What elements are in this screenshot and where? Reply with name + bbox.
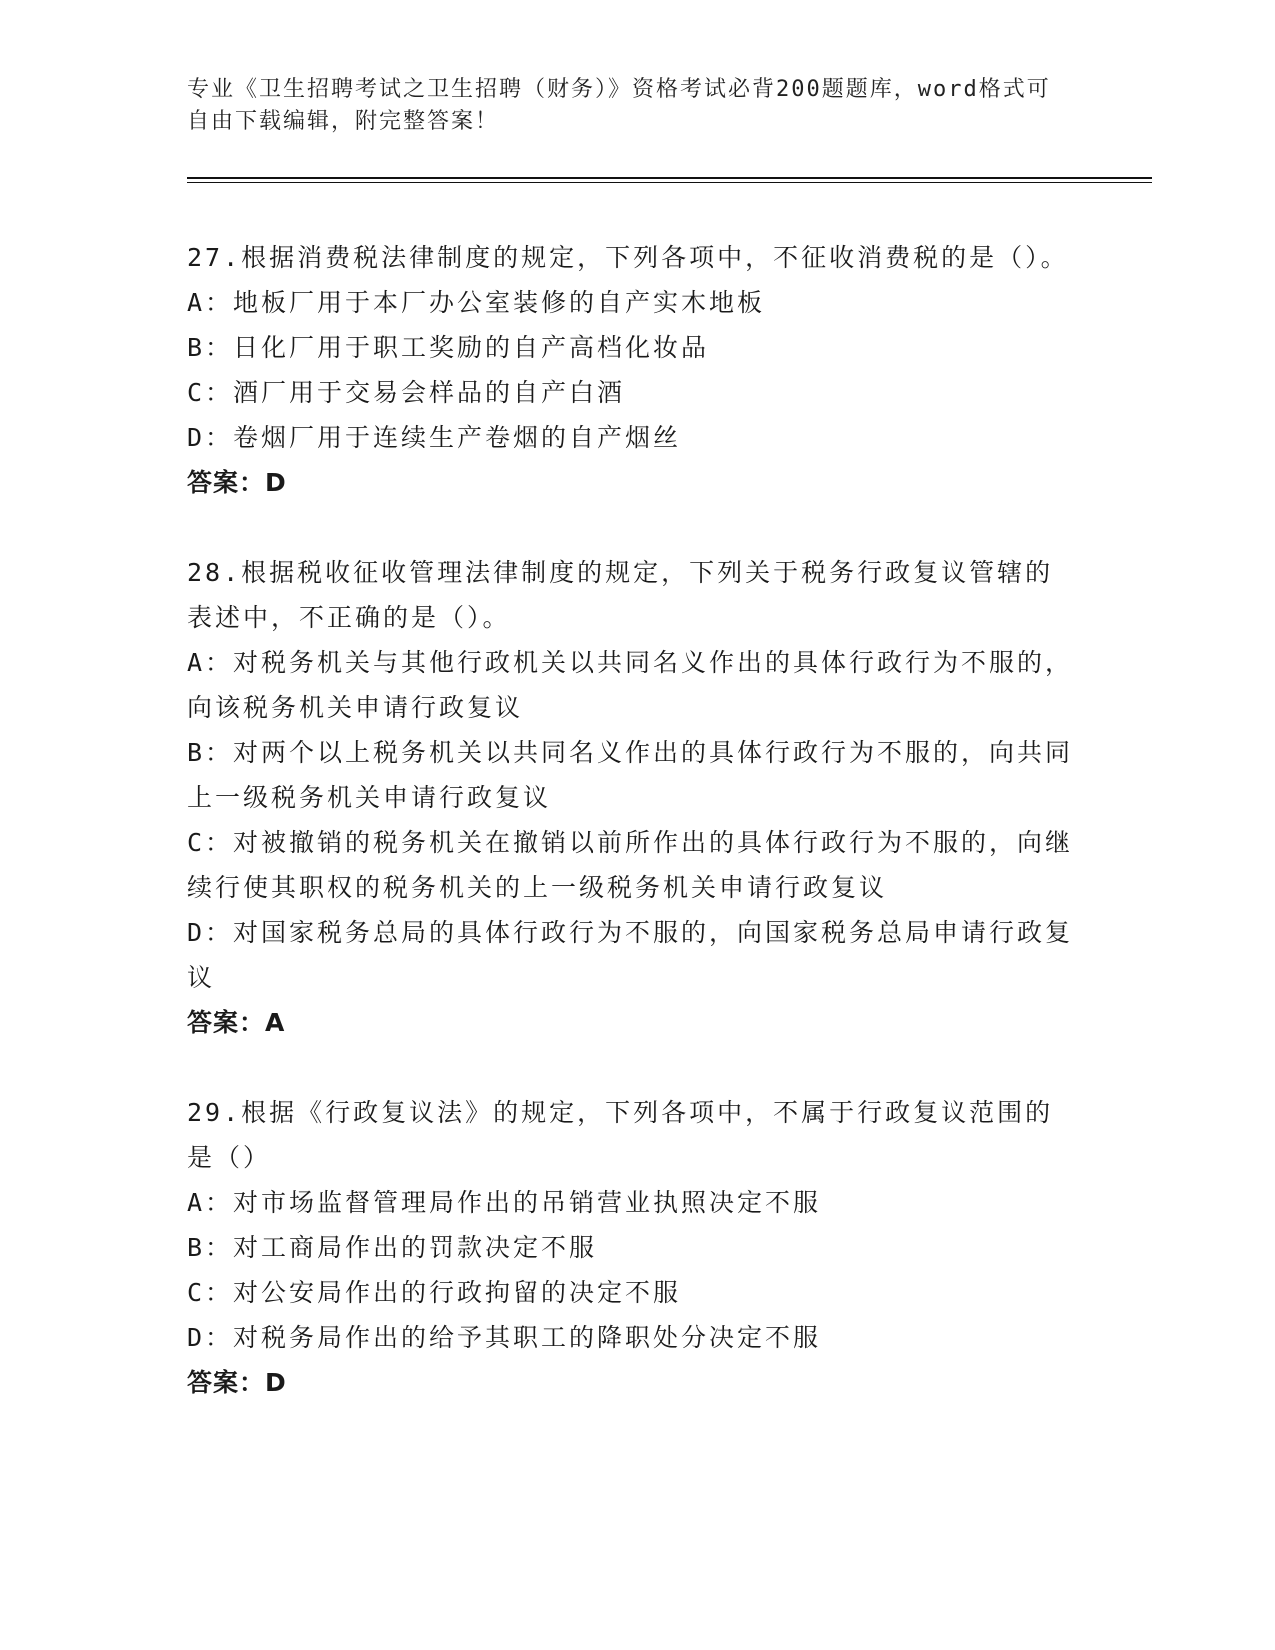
question-29: [187, 1090, 1077, 1405]
question-27: [187, 235, 1077, 505]
question-stem: 28.根据税收征收管理法律制度的规定，下列关于税务行政复议管辖的表述中，不正确的是（）。: [187, 558, 1054, 632]
answer-label: 答案：D: [187, 468, 287, 497]
header-text: 专业《卫生招聘考试之卫生招聘（财务）》资格考试必背200题题库，word格式可自由下载编辑，附完整答案！: [187, 77, 1051, 134]
option-d: D：对税务局作出的给予其职工的降职处分决定不服: [187, 1323, 822, 1352]
header-divider-thick: [187, 177, 1152, 179]
question-list: [187, 235, 1077, 1450]
header-divider-thin: [187, 182, 1152, 183]
option-a: A：地板厂用于本厂办公室装修的自产实木地板: [187, 288, 766, 317]
option-c: C：对公安局作出的行政拘留的决定不服: [187, 1278, 682, 1307]
answer-label: 答案：A: [187, 1008, 286, 1037]
option-a: A：对市场监督管理局作出的吊销营业执照决定不服: [187, 1188, 822, 1217]
option-d: D：对国家税务总局的具体行政行为不服的，向国家税务总局申请行政复议: [187, 918, 1074, 992]
option-c: C：对被撤销的税务机关在撤销以前所作出的具体行政行为不服的，向继续行使其职权的税务机关的上一级税务机关申请行政复议: [187, 828, 1074, 902]
question-stem: 27.根据消费税法律制度的规定，下列各项中，不征收消费税的是（）。: [187, 243, 1069, 272]
option-d: D：卷烟厂用于连续生产卷烟的自产烟丝: [187, 423, 682, 452]
option-a: A：对税务机关与其他行政机关以共同名义作出的具体行政行为不服的，向该税务机关申请行政复议: [187, 648, 1074, 722]
option-b: B：对工商局作出的罚款决定不服: [187, 1233, 598, 1262]
question-28: [187, 550, 1077, 1045]
question-stem: 29.根据《行政复议法》的规定，下列各项中，不属于行政复议范围的是（）: [187, 1098, 1054, 1172]
answer-label: 答案：D: [187, 1368, 287, 1397]
option-c: C：酒厂用于交易会样品的自产白酒: [187, 378, 626, 407]
option-b: B：对两个以上税务机关以共同名义作出的具体行政行为不服的，向共同上一级税务机关申请行政复议: [187, 738, 1074, 812]
option-b: B：日化厂用于职工奖励的自产高档化妆品: [187, 333, 710, 362]
document-header: [187, 74, 1067, 138]
